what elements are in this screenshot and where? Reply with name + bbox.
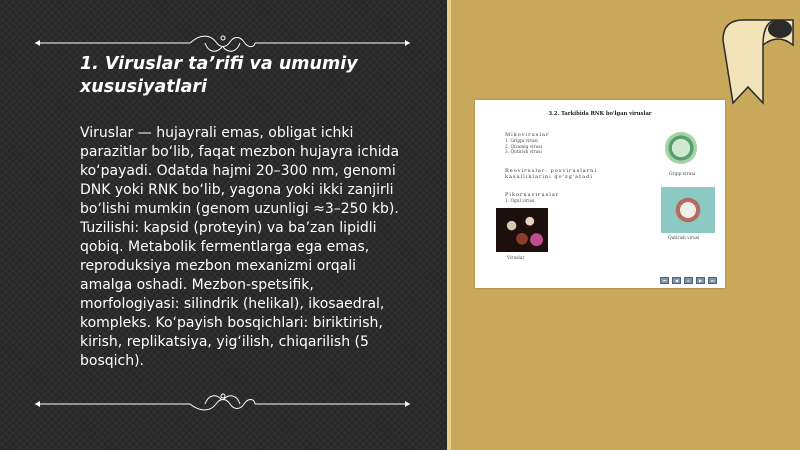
embedded-nav-bar [660, 277, 717, 284]
home-icon: ⌂ [684, 277, 693, 284]
section-list-mikoviruslar [505, 139, 542, 156]
section-list-pikornaviruslar [505, 199, 534, 205]
prev-page-icon: ◀ [672, 277, 681, 284]
section-heading-reoviruslar: Reoviruslar: poxviruslarni kasalliklarini qo'zg'atadi [505, 168, 597, 180]
paper-bookmark-decoration [718, 15, 798, 105]
virus-illustration-qutirish [661, 187, 715, 233]
caption-micrograph: Viruslar [507, 256, 525, 261]
list-item: 1. Grippi virusi [505, 139, 538, 144]
last-page-icon: ⏭ [708, 277, 717, 284]
section-heading-mikoviruslar: Mikoviruslar [505, 132, 550, 138]
caption-gripp-virusi: Gripp virusi [669, 172, 695, 177]
next-page-icon: ▶ [696, 277, 705, 284]
bottom-flourish-ornament [30, 390, 415, 416]
section-heading-pikornaviruslar: Pikornaviruslar [505, 192, 560, 198]
slide-body-text: Viruslar — hujayrali emas, obligat ichki parazitlar bo‘lib, faqat mezbon hujayra ichida ko‘payadi. Odatda hajmi 20–300 nm, genomi DNK yoki RNK bo‘lib, yagona yoki ikki zanjirli bo‘lishi mumkin (genom uzunligi ≈3–250 kb). Tuzilishi: kapsid (proteyin) va ba’zan lipidli qobiq. Metabolik fermentlarga ega emas, reproduksiya mezbon mexanizmi orqali amalga oshadi. Mezbon-spetsifik, morfologiyasi: silindrik (helikal), ikosaedral, kompleks. Ko‘payish bosqichlari: biriktirish, kirish, replikatsiya, yig‘ilish, chiqarilish (5 bosqich). [80, 125, 400, 369]
caption-qutirish-virusi: Qutirish virusi [668, 236, 700, 241]
list-item: 1. Ogul virusi [505, 199, 535, 204]
list-item: 3. Qutirish virusi [505, 150, 542, 156]
embedded-slide-image [475, 100, 725, 288]
virus-illustration-gripp [665, 132, 697, 164]
list-item: 2. Qizamiq virusi [505, 144, 542, 150]
slide-title: 1. Viruslar ta’rifi va umumiy xususiyatlari [80, 54, 358, 97]
micrograph-photo [496, 208, 548, 252]
first-page-icon: ⏮ [660, 277, 669, 284]
embedded-slide-title: 3.2. Tarkibida RNK bo'lgan viruslar [548, 111, 652, 117]
